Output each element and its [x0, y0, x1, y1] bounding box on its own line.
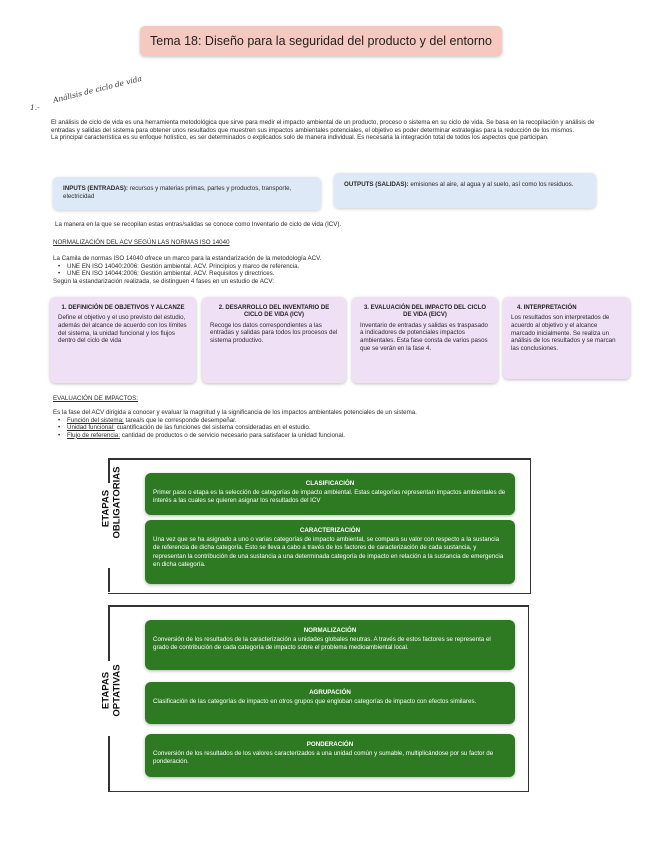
step-ponderacion — [145, 734, 515, 777]
step-text: Clasificación de las categorías de impacto en otros grupos que engloban categorías de impacto con efectos similares. — [153, 698, 477, 705]
intro-text — [51, 119, 611, 142]
evaluation-body — [53, 409, 593, 439]
list-item: • UNE EN ISO 14040:2006: Gestión ambiental. ACV. Principios y marco de referencia. — [67, 263, 593, 271]
step-title: NORMALIZACIÓN — [303, 627, 357, 634]
term: Función del sistema: — [67, 416, 124, 424]
inputs-box — [53, 177, 321, 210]
intro-paragraph-2: La principal característica es su enfoque holístico, es ser determinados o explicados solo de manera individual. Es necesaria la integración total de todos los aspectos que participan. — [51, 134, 549, 142]
phase-title: 1. DEFINICIÓN DE OBJETIVOS Y ALCANZE — [61, 305, 185, 311]
phase-text: Recoge los datos correspondientes a las entradas y salidas para todos los procesos del sistema productivo. — [210, 321, 338, 344]
inputs-label: INPUTS (ENTRADAS): — [63, 185, 128, 192]
term: Flujo de referencia: — [67, 431, 120, 439]
normalization-list — [53, 263, 593, 278]
list-item: • UNE EN ISO 14044:2006: Gestión ambiental. ACV. Requisitos y directrices. — [67, 270, 593, 278]
bracket-top — [108, 458, 530, 460]
section-number: 1.- — [30, 103, 40, 112]
phase-text: Inventario de entradas y salidas es traspasado a indicadores de potenciales impactos ambientales. Esta fase consta de varios pasos que se verán en la fase 4. — [360, 321, 488, 352]
step-caracterizacion — [145, 520, 515, 584]
step-title: CLASIFICACIÓN — [305, 480, 355, 487]
definition: cantidad de productos o de servicio necesario para satisfacer la unidad funcional. — [121, 431, 345, 439]
list-item — [67, 417, 593, 425]
step-clasificacion — [145, 473, 515, 515]
phase-title: 4. INTERPRETACIÓN — [517, 305, 577, 311]
page-title: Tema 18: Diseño para la seguridad del producto y del entorno — [140, 26, 502, 56]
normalization-closing: Según la estandarización realizada, se distinguen 4 fases en un estudio de ACV: — [53, 277, 274, 285]
term: Unidad funcional: — [67, 424, 115, 432]
section-heading: Análisis de ciclo de vida — [52, 73, 143, 105]
intro-paragraph-1: El análisis de ciclo de vida es una herramienta metodológica que sirve para medir el impacto ambiental de un producto, proceso o sistema en su ciclo de vida. Se basa en la recopilación y análisis de entradas y salidas del sistema para obtener unos resultados que muestren sus impactos ambientales potenciales, el objetivo es poder determinar estrategias para la reducción de los mismos. — [51, 119, 595, 134]
bracket-top — [108, 605, 528, 607]
mandatory-stages-label: ETAPAS OBLIGATORIAS — [100, 466, 122, 539]
evaluation-heading: EVALUACIÓN DE IMPACTOS: — [53, 395, 138, 402]
definition: cuantificación de las funciones del sistema consideradas en el estudio. — [116, 424, 311, 432]
step-agrupacion — [145, 682, 515, 724]
step-title: AGRUPACIÓN — [309, 689, 351, 696]
evaluation-lead: Es la fase del ACV dirigida a conocer y evaluar la magnitud y la significancia de los impactos ambientales potenciales de un sistema. — [53, 409, 417, 416]
bracket-left — [108, 736, 110, 791]
list-item — [67, 432, 593, 440]
step-text: Una vez que se ha asignado a uno o varias categorías de impacto ambiental, se compara su valor con respecto a la sustancia de referencia de dicha categoría. Esto se lleva a cabo a través de los factores de caracterización de cada sustancia, y representan la contribución de una sustancia a una determinada categoría de impacto en relación a la sustancia de emergencia en dicha categoría. — [153, 536, 504, 568]
step-text: Primer paso o etapa es la selección de categorías de impacto ambiental. Estas categorías representan impactos ambientales de interés a las cuales se quieren asignar los resultados del ICV — [153, 489, 506, 505]
phase-card-2 — [202, 297, 346, 383]
outputs-text: emisiones al aire, al agua y al suelo, así como los residuos. — [410, 181, 574, 188]
bracket-left — [108, 568, 110, 592]
phase-text: Los resultados son interpretados de acuerdo al objetivo y el alcance marcado inicialmente. Se realiza un análisis de los resultados y se marcan las conclusiones. — [511, 314, 616, 352]
inputs-text: recursos y materias primas, partes y productos, transporte, electricidad — [63, 185, 292, 200]
phase-card-4 — [503, 297, 630, 379]
normalization-body — [53, 255, 593, 285]
phase-card-1 — [50, 297, 196, 383]
step-title: CARACTERIZACIÓN — [299, 527, 361, 534]
list-item — [67, 424, 593, 432]
normalization-lead: La Camila de normas ISO 14040 ofrece un marco para la estandarización de la metodología ACV. — [53, 255, 322, 262]
definition: tarea/s que le corresponde desempeñar. — [125, 416, 237, 424]
bracket-left — [108, 605, 110, 661]
phase-title: 2. DESARROLLO DEL INVENTARIO DE CICLO DE VIDA (ICV) — [218, 305, 330, 319]
outputs-box — [334, 173, 596, 208]
step-text: Conversión de los resultados de los valores caracterizados a una unidad común y sumable, multiplicándose por su factor de ponderación. — [153, 750, 494, 766]
phase-card-3 — [352, 297, 498, 383]
step-title: PONDERACIÓN — [306, 741, 354, 748]
outputs-label: OUTPUTS (SALIDAS): — [344, 181, 409, 188]
evaluation-list — [53, 417, 593, 440]
phase-text: Define el objetivo y el uso previsto del estudio, además del alcance de acuerdo con los límites del sistema, la unidad funcional y los flujos dentro del ciclo de vida — [58, 314, 187, 345]
step-normalizacion — [145, 620, 515, 670]
icv-sentence: La manera en la que se recopilan estas entras/salidas se conoce como Inventario de ciclo de vida (ICV). — [55, 221, 342, 228]
normalization-heading: NORMALIZACIÓN DEL ACV SEGÚN LAS NORMAS ISO 14040 — [53, 239, 230, 246]
step-text: Conversión de los resultados de la caracterización a unidades globales neutras. A través de estos factores se representa el grado de contribución de cada categoría de impacto sobre el problema medioambiental local. — [153, 636, 491, 652]
optional-stages-label: ETAPAS OPTATIVAS — [100, 664, 122, 717]
phase-title: 3. EVALUACIÓN DEL IMPACTO DEL CICLO DE VIDA (EICV) — [363, 305, 487, 319]
